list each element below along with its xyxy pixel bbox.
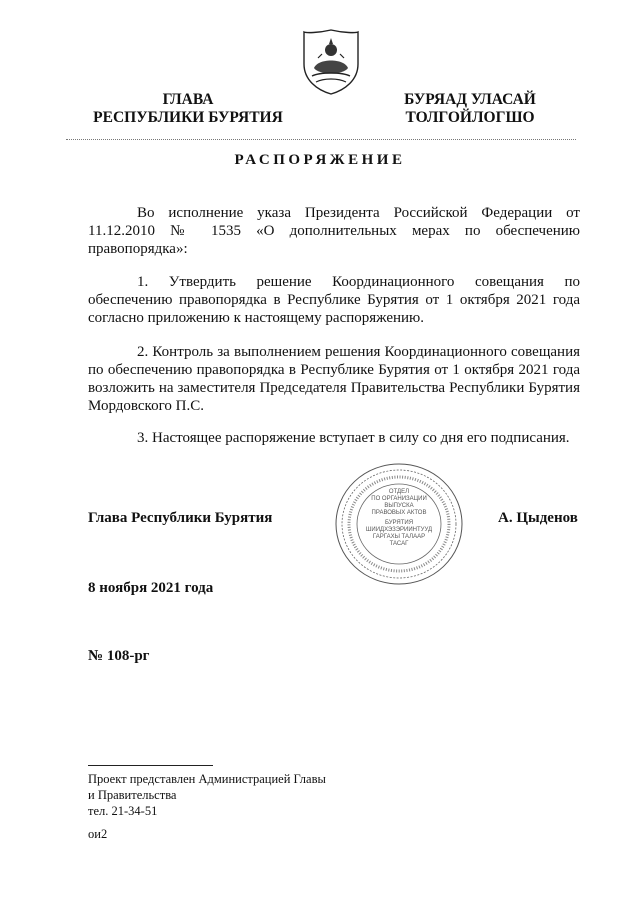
footer-divider	[88, 765, 213, 766]
header-right-line1: БУРЯАД УЛАСАЙ	[404, 91, 536, 108]
footer-line-1: Проект представлен Администрацией Главы	[88, 772, 326, 786]
header-left-line2: РЕСПУБЛИКИ БУРЯТИЯ	[93, 109, 283, 126]
paragraph-item-2: 2. Контроль за выполнением решения Координационного совещания по обеспечению правопорядка в Республике Бурятия от 1 октября 2021 года возложить на заместителя Председателя Правительства Республики Бурятия Мордовского П.С.	[88, 344, 580, 414]
footer-line-3: тел. 21-34-51	[88, 804, 158, 818]
stamp-line-6: ШИИДХЭЗЭРИИНТУУД	[365, 527, 433, 533]
footer-code: ои2	[88, 827, 108, 841]
header-left	[88, 91, 288, 127]
header-left-line1: ГЛАВА	[162, 91, 214, 108]
stamp-line-8: ТАСАГ	[389, 541, 409, 547]
stamp-line-3: ВЫПУСКА	[384, 503, 414, 509]
paragraph-item-1: 1. Утвердить решение Координационного совещания по обеспечению правопорядка в Республике Бурятия от 1 октября 2021 года согласно приложению к настоящему распоряжению.	[88, 274, 580, 326]
footer-note	[88, 771, 326, 819]
header-right	[390, 91, 550, 127]
header-right-line2: ТОЛГОЙЛОГШО	[405, 109, 535, 126]
header-divider	[66, 139, 576, 140]
paragraph-item-3: 3. Настоящее распоряжение вступает в силу со дня его подписания.	[137, 430, 570, 446]
signatory-name: А. Цыденов	[498, 510, 578, 526]
paragraph-preamble: Во исполнение указа Президента Российской Федерации от 11.12.2010 № 1535 «О дополнительных мерах по обеспечению правопорядка»:	[88, 205, 580, 257]
stamp-line-1: ОТДЕЛ	[388, 489, 410, 495]
signatory-position: Глава Республики Бурятия	[88, 510, 273, 526]
official-stamp-icon	[333, 461, 465, 587]
stamp-line-2: ПО ОРГАНИЗАЦИИ	[371, 496, 427, 502]
footer-line-2: и Правительства	[88, 788, 177, 802]
document-title: РАСПОРЯЖЕНИЕ	[234, 152, 406, 168]
coat-of-arms-icon	[300, 28, 362, 96]
document-date: 8 ноября 2021 года	[88, 580, 214, 596]
stamp-line-5: БУРЯТИЯ	[384, 520, 414, 526]
stamp-line-7: ГАРГАХЫ ТАЛААР	[372, 534, 426, 540]
document-number: № 108-рг	[88, 648, 150, 664]
stamp-line-4: ПРАВОВЫХ АКТОВ	[371, 510, 427, 516]
